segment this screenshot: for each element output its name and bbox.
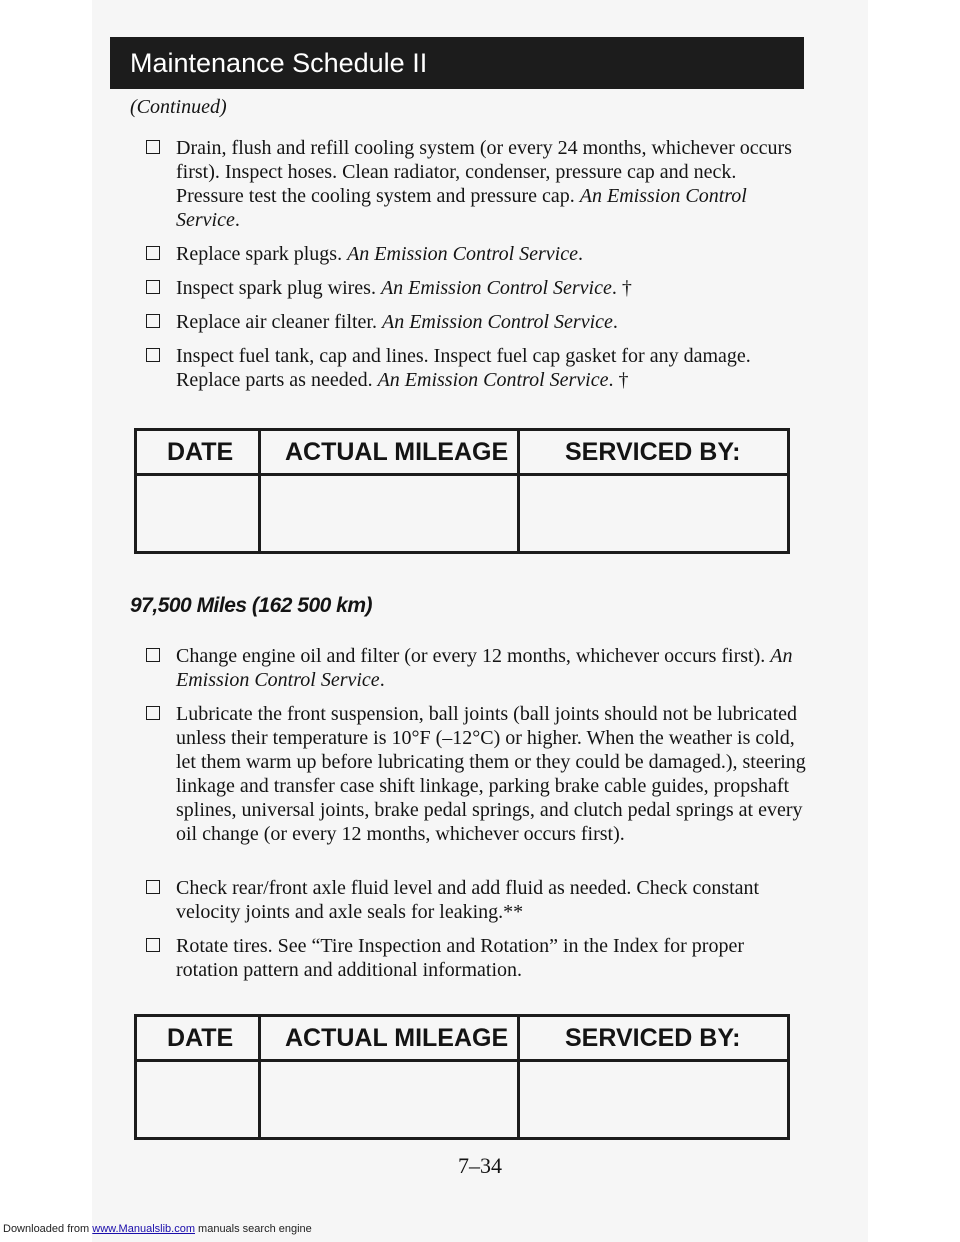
manualslib-link[interactable]: www.Manualslib.com [92, 1223, 195, 1235]
service-record-header [137, 431, 787, 476]
checklist-item: Lubricate the front suspension, ball joints (ball joints should not be lubricated unless their temperature is 10°F (–12°C) or higher. When the weather is cold, let them warm up before lubricating them or they could be damaged.), steering linkage and transfer case shift linkage, parking brake cable guides, propshaft splines, universal joints, brake pedal springs, and clutch pedal springs at every oil change (or every 12 months, whichever occurs first). [146, 702, 806, 876]
checklist-bottom [146, 644, 806, 982]
checklist-item: Replace air cleaner filter. An Emission Control Service. [146, 310, 806, 344]
checklist-item: Inspect fuel tank, cap and lines. Inspect fuel cap gasket for any damage. Replace parts as needed. An Emission Control Service. † [146, 344, 806, 392]
download-footer: Downloaded from www.Manualslib.com manuals search engine [3, 1223, 312, 1235]
checkbox-icon[interactable] [146, 706, 160, 720]
section-header [110, 37, 804, 89]
checklist-item: Replace spark plugs. An Emission Control Service. [146, 242, 806, 276]
mileage-entry-cell[interactable] [261, 1062, 514, 1137]
service-record-table [134, 1014, 790, 1140]
checklist-item: Check rear/front axle fluid level and add fluid as needed. Check constant velocity joints and axle seals for leaking.** [146, 876, 806, 934]
checkbox-icon[interactable] [146, 938, 160, 952]
date-entry-cell[interactable] [140, 476, 255, 551]
checklist-item: Drain, flush and refill cooling system (or every 24 months, whichever occurs first). Inspect hoses. Clean radiator, condenser, pressure cap and neck. Pressure test the cooling system and pressure cap. An Emission Control Service. [146, 136, 806, 242]
checklist-item: Rotate tires. See “Tire Inspection and Rotation” in the Index for proper rotation pattern and additional information. [146, 934, 806, 982]
checkbox-icon[interactable] [146, 246, 160, 260]
service-record-table [134, 428, 790, 554]
mileage-section-title: 97,500 Miles (162 500 km) [130, 594, 373, 617]
page-number: 7–34 [458, 1153, 502, 1178]
actual-mileage-header: ACTUAL MILEAGE [285, 1024, 509, 1052]
serviced-by-header: SERVICED BY: [565, 1024, 741, 1052]
checkbox-icon[interactable] [146, 648, 160, 662]
checkbox-icon[interactable] [146, 280, 160, 294]
date-entry-cell[interactable] [140, 1062, 255, 1137]
serviced-by-header: SERVICED BY: [565, 438, 741, 466]
mileage-entry-cell[interactable] [261, 476, 514, 551]
checklist-item: Change engine oil and filter (or every 12 months, whichever occurs first). An Emission Control Service. [146, 644, 806, 702]
checklist-top [146, 136, 806, 392]
checkbox-icon[interactable] [146, 880, 160, 894]
date-header: DATE [167, 438, 234, 466]
service-record-header [137, 1017, 787, 1062]
actual-mileage-header: ACTUAL MILEAGE [285, 438, 509, 466]
serviced-by-entry-cell[interactable] [520, 476, 787, 551]
continued-label: (Continued) [130, 96, 227, 118]
serviced-by-entry-cell[interactable] [520, 1062, 787, 1137]
date-header: DATE [167, 1024, 234, 1052]
checkbox-icon[interactable] [146, 348, 160, 362]
checkbox-icon[interactable] [146, 140, 160, 154]
checkbox-icon[interactable] [146, 314, 160, 328]
section-header-title: Maintenance Schedule II [130, 48, 428, 78]
checklist-item: Inspect spark plug wires. An Emission Control Service. † [146, 276, 806, 310]
